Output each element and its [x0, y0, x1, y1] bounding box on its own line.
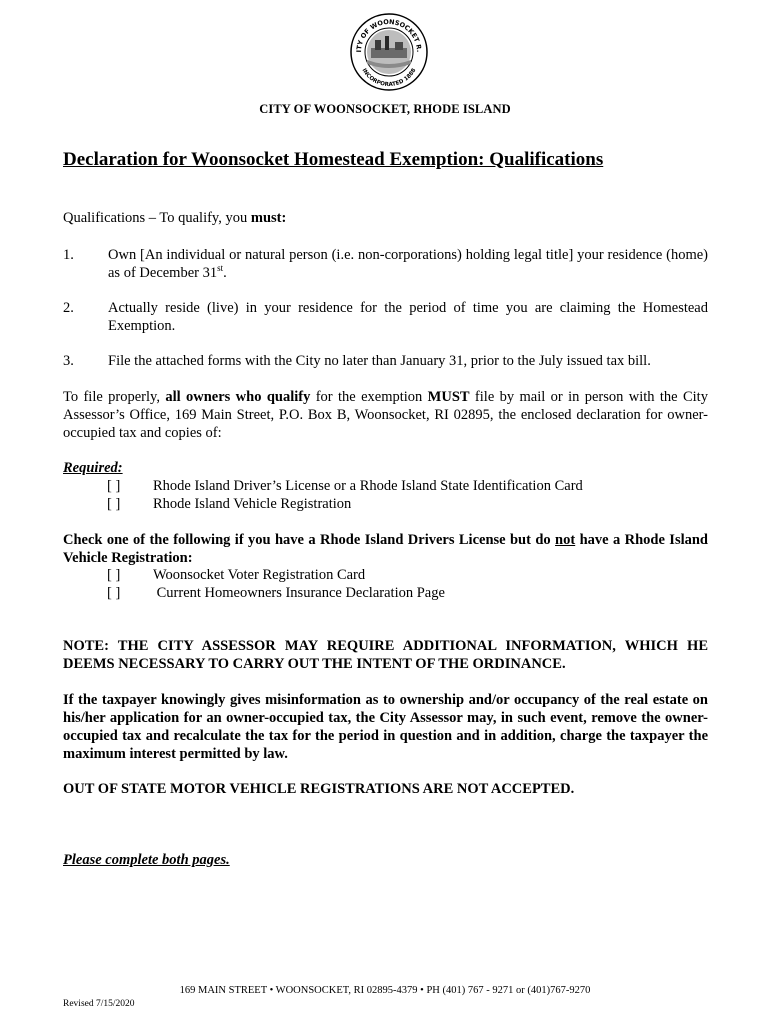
checkbox-bracket[interactable]: [ ] — [107, 496, 121, 512]
required-item-license — [107, 477, 583, 495]
required-item-text: Rhode Island Driver’s License or a Rhode Island State Identification Card — [153, 478, 583, 494]
filing-text-owners: all owners who qualify — [165, 389, 311, 405]
check-one-instructions — [63, 531, 708, 567]
filing-instructions — [63, 388, 708, 442]
misinformation-warning: If the taxpayer knowingly gives misinformation as to ownership and/or occupancy of the real estate on his/her application for an owner-occupied tax, the City Assessor may, in such event, remove the owner-occupied tax and recalculate the tax for the period in question and in addition, charge the taxpayer the maximum interest permitted by law. — [63, 692, 708, 762]
required-label: Required: — [63, 460, 123, 476]
city-header: CITY OF WOONSOCKET, RHODE ISLAND — [259, 102, 511, 116]
check-one-text-2: have a Rhode Island Vehicle Registration: — [63, 532, 708, 566]
out-of-state-notice: OUT OF STATE MOTOR VEHICLE REGISTRATIONS ARE NOT ACCEPTED. — [63, 781, 575, 797]
footer-address: 169 MAIN STREET • WOONSOCKET, RI 02895-4379 • PH (401) 767 - 9271 or (401)767-9270 — [179, 985, 591, 996]
qualification-number: 3. — [63, 353, 74, 369]
filing-text-1: To file properly, — [63, 389, 166, 405]
qualification-item-1 — [63, 246, 708, 282]
seal-bottom-text: INCORPORATED 1888 — [360, 67, 418, 89]
filing-text-3: for the exemption — [310, 389, 428, 405]
qualifications-intro-text: Qualifications – To qualify, you — [63, 210, 251, 226]
qualification-number: 1. — [63, 247, 74, 263]
required-item-text: Rhode Island Vehicle Registration — [153, 496, 352, 512]
qualification-number: 2. — [63, 300, 74, 316]
qualification-text-end: . — [223, 265, 227, 281]
qualifications-intro — [63, 209, 286, 227]
checkbox-bracket[interactable]: [ ] — [107, 567, 121, 583]
revised-date: Revised 7/15/2020 — [63, 999, 135, 1009]
seal-top-text: ITY OF WOONSOCKET R. — [354, 17, 424, 53]
page-title: Declaration for Woonsocket Homestead Exemption: Qualifications — [63, 149, 604, 170]
check-one-text-1: Check one of the following if you have a Rhode Island Drivers License but do — [63, 532, 556, 548]
required-item-registration — [107, 495, 351, 513]
city-seal-logo — [349, 12, 429, 92]
qualification-item-3 — [63, 352, 708, 370]
qualification-text: File the attached forms with the City no later than January 31, prior to the July issued tax bill. — [108, 353, 651, 369]
qualification-item-2 — [63, 299, 708, 335]
qualifications-intro-must: must: — [250, 210, 287, 226]
assessor-note: NOTE: THE CITY ASSESSOR MAY REQUIRE ADDITIONAL INFORMATION, WHICH HE DEEMS NECESSARY TO CARRY OUT THE INTENT OF THE ORDINANCE. — [63, 638, 708, 672]
check-one-item-text: Woonsocket Voter Registration Card — [153, 567, 366, 583]
complete-both-pages: Please complete both pages. — [63, 852, 230, 868]
checkbox-bracket[interactable]: [ ] — [107, 478, 121, 494]
check-one-not: not — [555, 532, 576, 548]
qualification-text: Actually reside (live) in your residence for the period of time you are claiming the Homestead Exemption. — [108, 300, 708, 334]
filing-text-must: MUST — [427, 389, 470, 405]
check-one-item-voter — [107, 566, 365, 584]
check-one-item-insurance — [107, 584, 445, 602]
filing-text-5: file by mail or in person with the City Assessor’s Office, 169 Main Street, P.O. Box B, Woonsocket, RI 02895, the enclosed declaration for owner-occupied tax and copies of: — [63, 389, 708, 441]
check-one-item-text: Current Homeowners Insurance Declaration Page — [153, 585, 445, 601]
qualification-text-sup: st — [217, 263, 224, 274]
seal-graphic — [349, 12, 429, 92]
checkbox-bracket[interactable]: [ ] — [107, 585, 121, 601]
qualification-text — [108, 246, 708, 282]
qualification-text-main: Own [An individual or natural person (i.e. non-corporations) holding legal title] your residence (home) as of December 31 — [108, 247, 708, 281]
